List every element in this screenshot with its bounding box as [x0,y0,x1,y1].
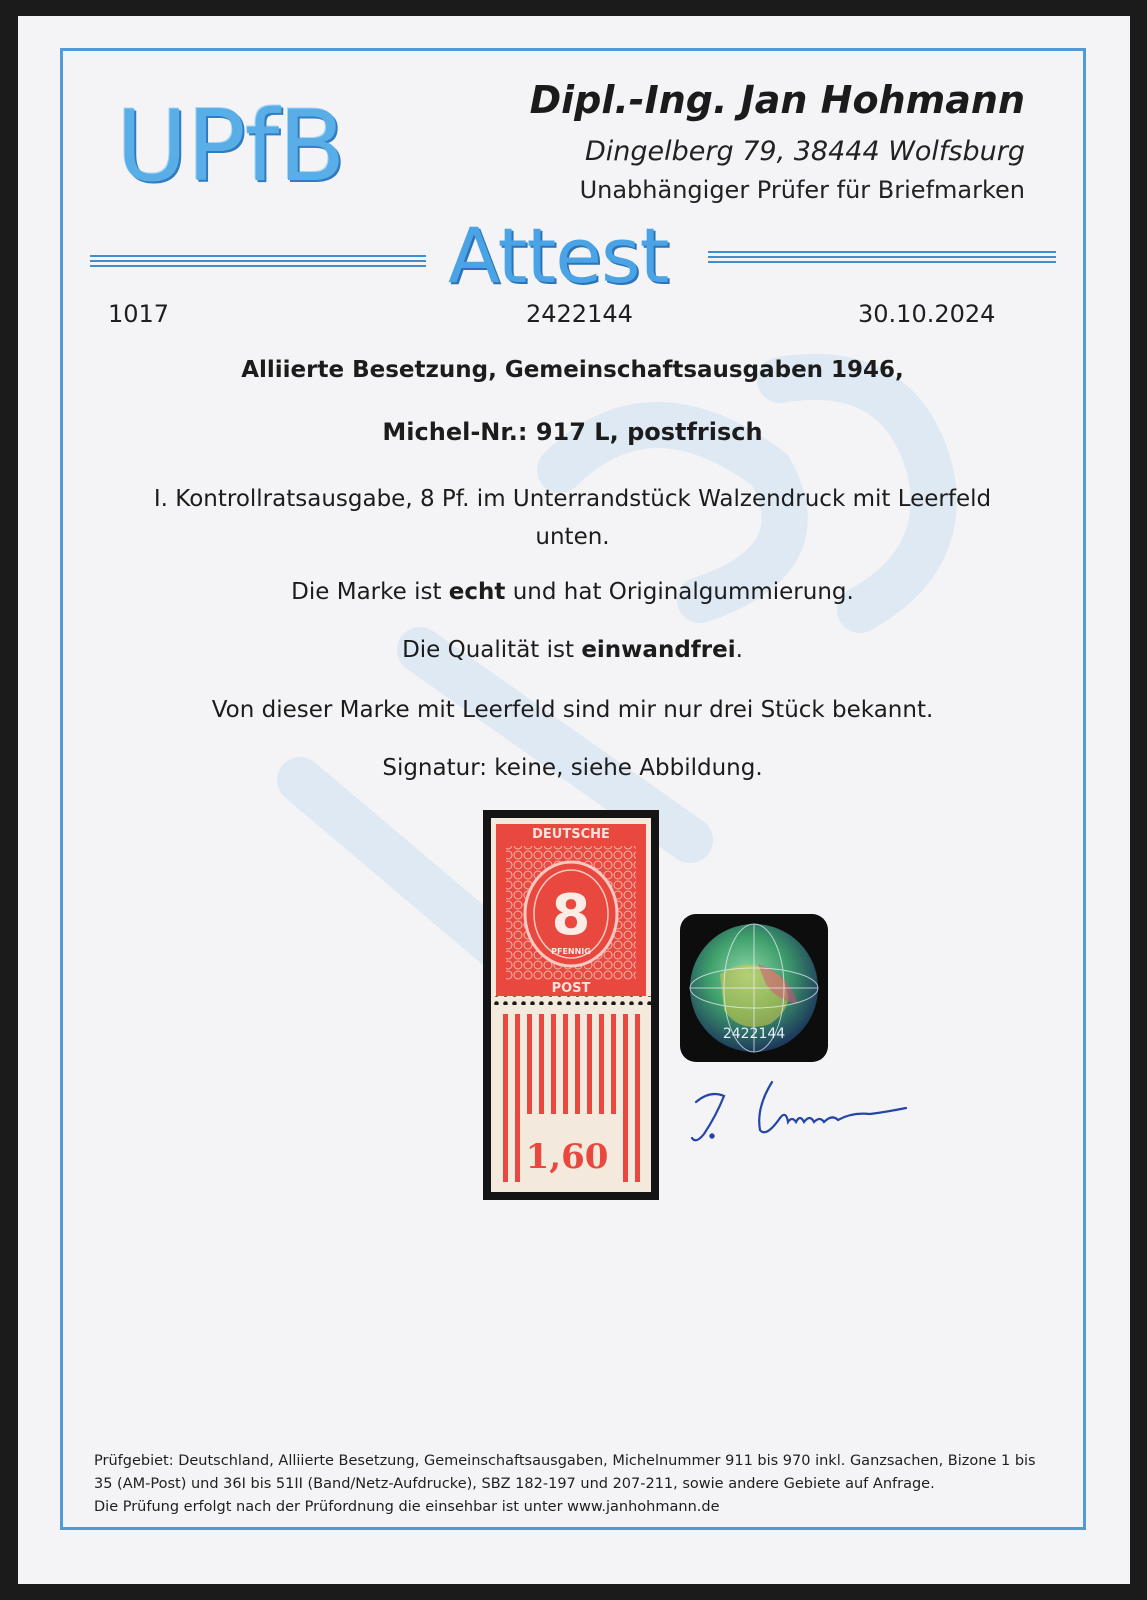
hologram-globe-icon [680,914,828,1062]
genuineness-pre: Die Marke ist [291,579,449,605]
certificate-left-number: 1017 [108,300,170,328]
certificate-footer [94,1450,1074,1519]
description-line-2: unten. [535,524,610,550]
examiner-signature [690,1072,930,1152]
hologram-seal [680,914,828,1062]
signature-statement: Signatur: keine, siehe Abbildung. [382,755,763,781]
examiner-address: Dingelberg 79, 38444 Wolfsburg [584,136,1025,167]
genuineness-post: und hat Originalgummierung. [505,579,854,605]
stamp-drawing [483,810,659,1200]
stamp-unit: PFENNIG [551,947,591,956]
stamp-description [100,480,1045,556]
quality-statement [100,637,1045,663]
quality-verdict: einwandfrei [581,637,736,663]
footer-line-1: Prüfgebiet: Deutschland, Alliierte Besetzung, Gemeinschaftsausgaben, Michelnummer 911 bis 970 inkl. Ganzsachen, Bizone 1 bis [94,1453,1036,1469]
stamp-bottom-text: POST [551,981,591,996]
examiner-role: Unabhängiger Prüfer für Briefmarken [579,176,1025,204]
quality-pre: Die Qualität ist [402,637,582,663]
footer-line-2: 35 (AM-Post) und 36I bis 51II (Band/Netz-Aufdrucke), SBZ 182-197 und 207-211, sowie andere Gebiete auf Anfrage. [94,1476,935,1492]
stamp-top-text: DEUTSCHE [532,827,610,842]
michel-number: Michel-Nr.: 917 L, postfrisch [382,418,763,446]
footer-line-3: Die Prüfung erfolgt nach der Prüfordnung die einsehbar ist unter www.janhohmann.de [94,1499,720,1515]
stamp-image [483,810,659,1200]
quality-post: . [735,637,743,663]
genuineness-statement [100,579,1045,605]
title-rule-left [90,255,426,267]
hologram-serial: 2422144 [722,1026,786,1042]
title-rule-right [708,251,1056,263]
description-line-1: I. Kontrollratsausgabe, 8 Pf. im Unterrandstück Walzendruck mit Leerfeld [153,486,992,512]
issue-heading: Alliierte Besetzung, Gemeinschaftsausgaben 1946, [241,357,904,383]
certificate-number: 2422144 [526,300,633,328]
stamp-perforation [491,996,651,1005]
examiner-name: Dipl.-Ing. Jan Hohmann [529,78,1025,122]
genuineness-verdict: echt [448,579,506,605]
rarity-statement: Von dieser Marke mit Leerfeld sind mir nur drei Stück bekannt. [211,697,934,723]
certificate-title: Attest [448,211,669,300]
stamp-value: 8 [551,883,591,948]
upfb-logo: UPfB [116,90,345,204]
margin-value: 1,60 [525,1137,609,1177]
certificate-date: 30.10.2024 [858,300,996,328]
